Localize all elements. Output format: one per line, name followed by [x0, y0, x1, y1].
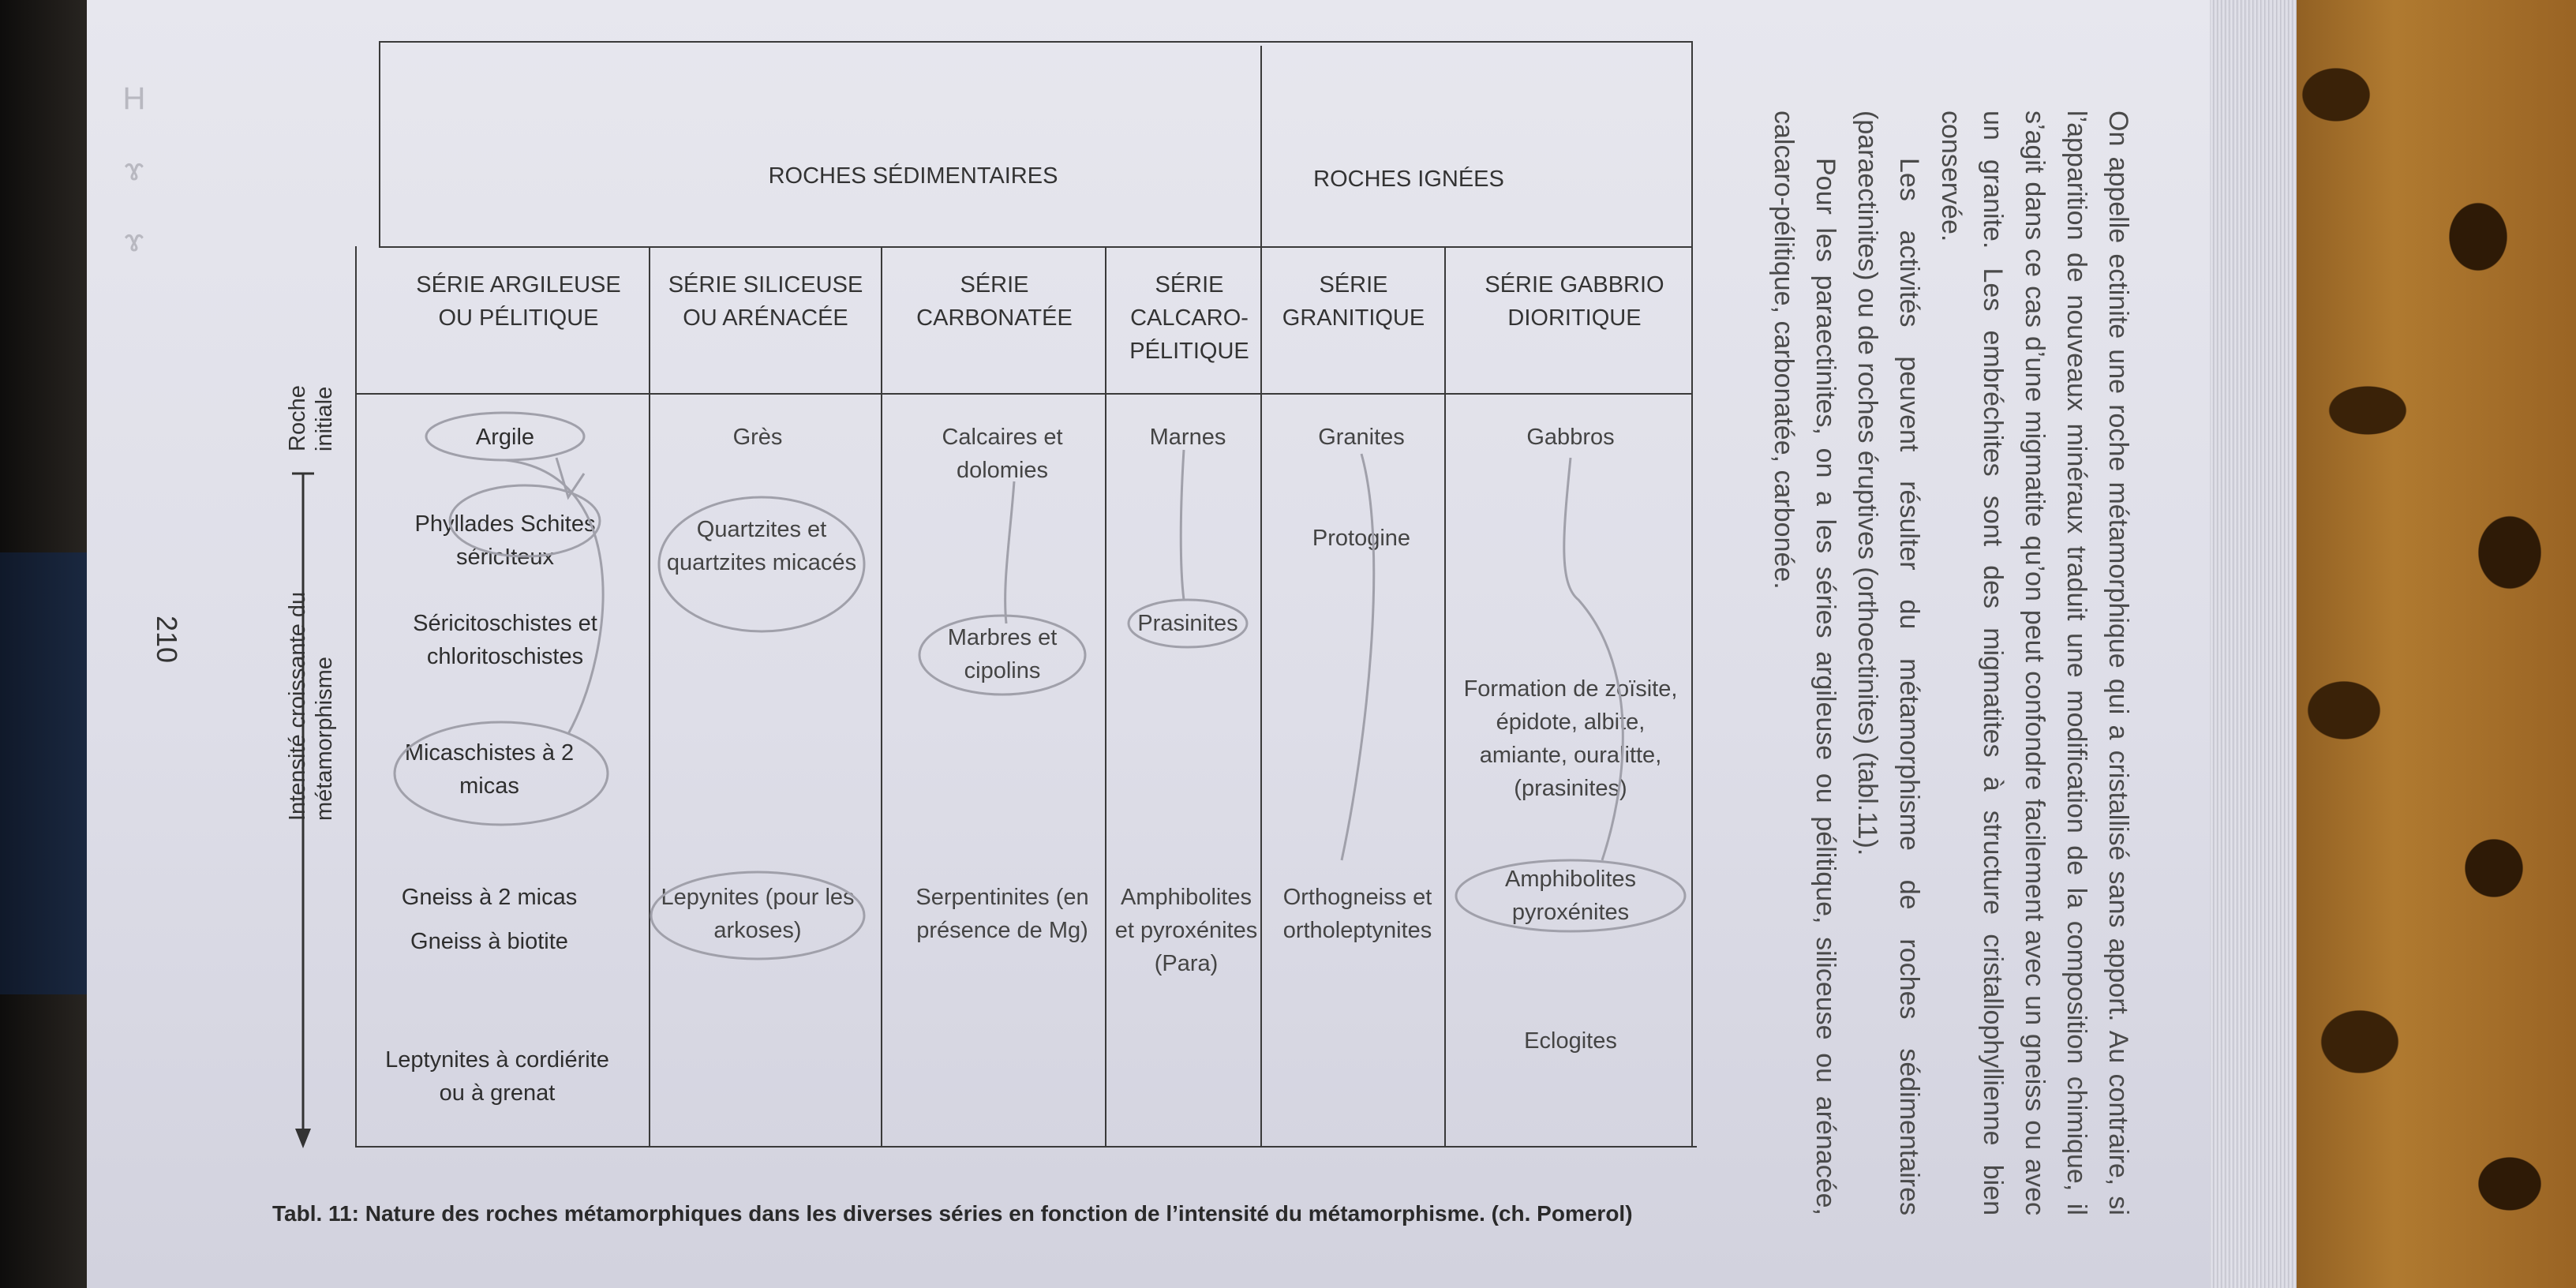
page-number: 210 [151, 616, 183, 664]
axis-initial-rock: Roche initiale [285, 385, 337, 451]
cell-calcaires: Calcaires et dolomies [942, 425, 1063, 483]
cell-sericitoschistes: Séricitoschistes et chloritoschistes [413, 611, 597, 669]
series-argileuse: SÉRIE ARGILEUSE OU PÉLITIQUE [416, 272, 621, 331]
margin-glyph: ɤ [124, 152, 144, 187]
margin-glyph: ɤ [124, 223, 144, 258]
series-granitique: SÉRIE GRANITIQUE [1282, 272, 1425, 331]
cell-formation: Formation de zoïsite, épidote, albite, amiante, ouralitte, (prasinites) [1463, 676, 1678, 801]
cell-argile: Argile [475, 425, 535, 450]
cell-phyllades: Phyllades Schites séricIteux [414, 511, 596, 570]
cell-orthogneiss: Orthogneiss et ortholeptynites [1282, 885, 1432, 943]
cell-gres: Grès [732, 425, 783, 450]
margin-glyph: H [122, 81, 146, 116]
header-sedimentary: ROCHES SÉDIMENTAIRES [768, 163, 1058, 189]
series-siliceuse: SÉRIE SILICEUSE OU ARÉNACÉE [668, 272, 863, 331]
cell-serpentinites: Serpentinites (en présence de Mg) [915, 885, 1089, 943]
cell-micaschistes: Micaschistes à 2 micas [404, 740, 575, 799]
axis-intensity: Intensité croissante du métamorphisme [285, 591, 337, 821]
cell-gabbros: Gabbros [1526, 425, 1615, 450]
cell-marbres: Marbres et cipolins [947, 625, 1058, 683]
paragraph: On appelle ectinite une roche métamorphique qui a cristallisé sans apport. Au contraire, si l’apparition de nouveaux minéraux traduit une modification de la composition chimique, il s’agit dans ce cas d’une migmatite qu’on peut confondre facilement avec un gneiss ou avec un granite. Les embréchites sont des migmatites à structure cristallophyllienne bien conservée. [1936, 110, 2133, 1215]
body-text-block [1665, 110, 2139, 1215]
cell-amphibolites-para: Amphibolites et pyroxénites (Para) [1114, 885, 1258, 976]
header-igneous: ROCHES IGNÉES [1313, 167, 1504, 192]
cell-quartzites: Quartzites et quartzites micacés [666, 517, 857, 575]
cell-marnes: Marnes [1149, 425, 1226, 450]
cell-eclogites: Eclogites [1524, 1028, 1617, 1054]
cell-granites: Granites [1318, 425, 1405, 450]
cell-amphibolites-pyroxenites: Amphibolites pyroxénites [1504, 867, 1637, 925]
cell-lepynites: Lepynites (pour les arkoses) [661, 885, 855, 943]
table-caption: Tabl. 11: Nature des roches métamorphiques dans les diverses séries en fonction de l’intensité du métamorphisme. (ch. Pomerol) [272, 1201, 1633, 1226]
series-gabbrio: SÉRIE GABBRIO DIORITIQUE [1485, 272, 1664, 331]
series-carbonatee: SÉRIE CARBONATÉE [916, 272, 1073, 331]
cell-prasinites: Prasinites [1137, 611, 1238, 636]
cell-gneiss-2-micas: Gneiss à 2 micas [401, 885, 578, 910]
cell-gneiss-biotite: Gneiss à biotite [410, 929, 568, 954]
series-calcaro: SÉRIE CALCARO-PÉLITIQUE [1129, 272, 1249, 364]
paragraph: Les activités peuvent résulter du métamorphisme de roches sédimentaires (paraectinites) ou de roches éruptives (orthoectinites) (tabl.11). [1852, 110, 1924, 1215]
paragraph: Pour les paraectinites, on a les séries argileuse ou pélitique, siliceuse ou arénacée, calcaro-pélitique, carbonatée, carbonée. [1769, 110, 1840, 1215]
cell-protogine: Protogine [1312, 526, 1411, 551]
cell-leptynites: Leptynites à cordiérite ou à grenat [385, 1047, 609, 1106]
